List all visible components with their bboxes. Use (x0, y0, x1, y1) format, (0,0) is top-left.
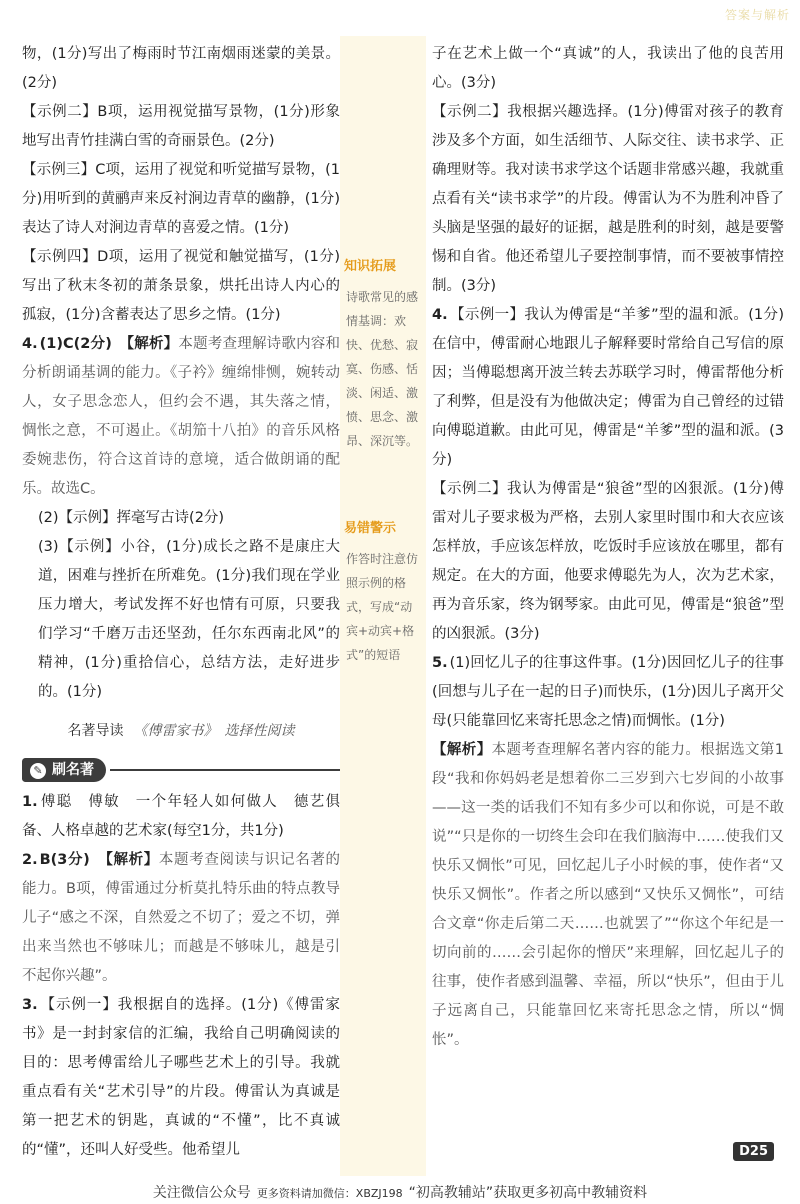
analysis-text: 本题考查阅读与识记名著的能力。B项，傅雷通过分析莫扎特乐曲的特点教导儿子“感之不深，自然爱之不切了；爱之不切，弹出来当然也不够味儿；而越是不够味儿，越是引不起你兴趣”。 (22, 852, 340, 984)
header-tag: 答案与解析 (724, 8, 790, 22)
section-subhead (22, 717, 340, 746)
section-rule (110, 769, 340, 771)
analysis-para (432, 736, 784, 1055)
question-4-part-2: (2)【示例】挥毫写古诗(2分) (38, 510, 225, 526)
knowledge-box (340, 248, 426, 453)
question-number: 4. (432, 307, 448, 323)
footer-small: 更多资料请加微信：XBZJ198 (256, 1187, 403, 1200)
answer-lead: (1)C(2分) 【解析】 (39, 336, 179, 352)
left-line-4: 【示例四】D项，运用了视觉和触觉描写，(1分)写出了秋末冬初的萧条景象，烘托出诗人内心的孤寂，(1分)含蓄表达了思乡之情。(1分) (22, 249, 340, 323)
question-number: 3. (22, 997, 38, 1013)
left-line-3: 【示例三】C项，运用了视觉和听觉描写景物，(1分)用听到的黄鹂声来反衬涧边青草的幽静，(1分)表达了诗人对涧边青草的喜爱之情。(1分) (22, 162, 340, 236)
side-notes-column (340, 36, 426, 1176)
page-number: D25 (733, 1142, 774, 1161)
mistake-warning-title: 易错警示 (344, 521, 397, 536)
analysis-lead: 【解析】 (432, 742, 492, 758)
subhead-italic: 《傅雷家书》 选择性阅读 (133, 723, 295, 739)
question-number: 2. (22, 852, 38, 868)
badge-label: 刷名著 (52, 762, 94, 778)
question-number: 5. (432, 655, 448, 671)
question-number: 1. (22, 794, 38, 810)
right-para-1: 【示例二】我根据兴趣选择。(1分)傅雷对孩子的教育涉及多个方面，如生活细节、人际交往、读书求学、正确理财等。我对读书求学这个话题非常感兴趣，我就重点看有关“读书求学”的片段。傅雷认为不为胜利冲昏了头脑是坚强的最好的证据，越是胜利的时刻，越是要警惕和自省。他还希望儿子要控制事情，而不要被事情控制。(3分) (432, 104, 784, 294)
question-4-part-1 (22, 330, 340, 504)
analysis-text: 本题考查理解诗歌内容和分析朗诵基调的能力。《子衿》缠绵悱恻，婉转动人，女子思念恋人，但约会不遇，其失落之情，惆怅之意，不可遏止。《胡笳十八拍》的音乐风格委婉悲伤，符合这首诗的意境，适合做朗诵的配乐。故选C。 (22, 336, 341, 497)
question-1 (22, 788, 340, 846)
question-3-text: 【示例一】我根据自的选择。(1分)《傅雷家书》是一封封家信的汇编，我给自己明确阅读的目的：思考傅雷给儿子哪些艺术上的引导。我就重点看有关“艺术引导”的片段。傅雷认为真诚是第一把艺术的钥匙，真诚的“不懂”，比不真诚的“懂”，还叫人好受些。他希望儿 (22, 997, 340, 1158)
mistake-warning-text: 作答时注意仿照示例的格式，写成“动宾+动宾+格式”的短语 (346, 552, 419, 662)
question-1-text: 傅聪 傅敏 一个年轻人如何做人 德艺俱备、人格卓越的艺术家(每空1分，共1分) (22, 794, 340, 839)
question-2 (22, 846, 340, 991)
question-4-right (432, 301, 784, 475)
footer-right: “初高教辅站”获取更多初高中教辅资料 (408, 1185, 648, 1201)
answer-lead: B(3分) 【解析】 (39, 852, 159, 868)
pencil-icon: ✎ (30, 763, 46, 779)
section-badge (22, 758, 106, 782)
left-line-2: 【示例二】B项，运用视觉描写景物，(1分)形象地写出青竹挂满白雪的奇丽景色。(2分) (22, 104, 340, 149)
section-bar (22, 758, 340, 782)
subhead-main: 名著导读 (67, 723, 124, 739)
analysis-text: 本题考查理解名著内容的能力。根据选文第1段“我和你妈妈老是想着你二三岁到六七岁间的小故事——这一类的话我们不知有多少可以和你说，可是不敢说”“只是你的一切终生会印在我们脑海中……使我们又快乐又惆怅”可见，回忆起儿子小时候的事，使作者“又快乐又惆怅”。作者之所以感到“又快乐又惆怅”，可结合文章“你走后第二天……也就罢了”“你这个年纪是一切向前的……会引起你的憎厌”来理解，回忆起儿子的往事，使作者感到温馨、幸福，所以“快乐”，但由于儿子远离自己，只能靠回忆来寄托思念之情，所以“惆怅”。 (432, 742, 785, 1048)
footer-left: 关注微信公众号 (152, 1185, 251, 1201)
mistake-warning-box (340, 510, 426, 667)
knowledge-text: 诗歌常见的感情基调：欢快、优愁、寂寞、伤感、恬淡、闲适、激愤、思念、激昂、深沉等。 (346, 290, 419, 448)
right-para-3: 【示例二】我认为傅雷是“狼爸”型的凶狠派。(1分)傅雷对儿子要求极为严格，去别人家里时围巾和大衣应该怎样放，手应该怎样放，吃饭时手应该放在哪里，都有规定。在大的方面，他要求傅聪先为人，次为艺术家，再为音乐家，终为钢琴家。由此可见，傅雷是“狼爸”型的凶狠派。(3分) (432, 481, 784, 642)
question-5 (432, 649, 784, 736)
right-para-0: 子在艺术上做一个“真诚”的人，我读出了他的良苦用心。(3分) (432, 46, 784, 91)
right-para-2: 【示例一】我认为傅雷是“羊爹”型的温和派。(1分)在信中，傅雷耐心地跟儿子解释要时常给自己写信的原因；当傅聪想离开波兰转去苏联学习时，傅雷帮他分析了利弊，但是没有为他做决定；傅雷为自己曾经的过错向傅聪道歉。由此可见，傅雷是“羊爹”型的温和派。(3分) (432, 307, 784, 468)
question-number: 4. (22, 336, 38, 352)
left-column (22, 40, 340, 1165)
right-column (432, 40, 784, 1055)
question-3 (22, 991, 340, 1165)
question-4-part-3: (3)【示例】小谷，(1分)成长之路不是康庄大道，困难与挫折在所难免。(1分)我们现在学业压力增大，考试发挥不好也情有可原，只要我们学习“千磨万击还坚劲，任尔东西南北风”的精神，(1分)重拾信心，总结方法，走好进步的。(1分) (38, 539, 340, 700)
footer (0, 1182, 800, 1202)
left-line-1: 物，(1分)写出了梅雨时节江南烟雨迷蒙的美景。(2分) (22, 46, 340, 91)
right-para-4: (1)回忆儿子的往事这件事。(1分)因回忆儿子的往事(回想与儿子在一起的日子)而快乐，(1分)因儿子离开父母(只能靠回忆来寄托思念之情)而惆怅。(1分) (432, 655, 784, 729)
knowledge-title: 知识拓展 (344, 259, 397, 274)
